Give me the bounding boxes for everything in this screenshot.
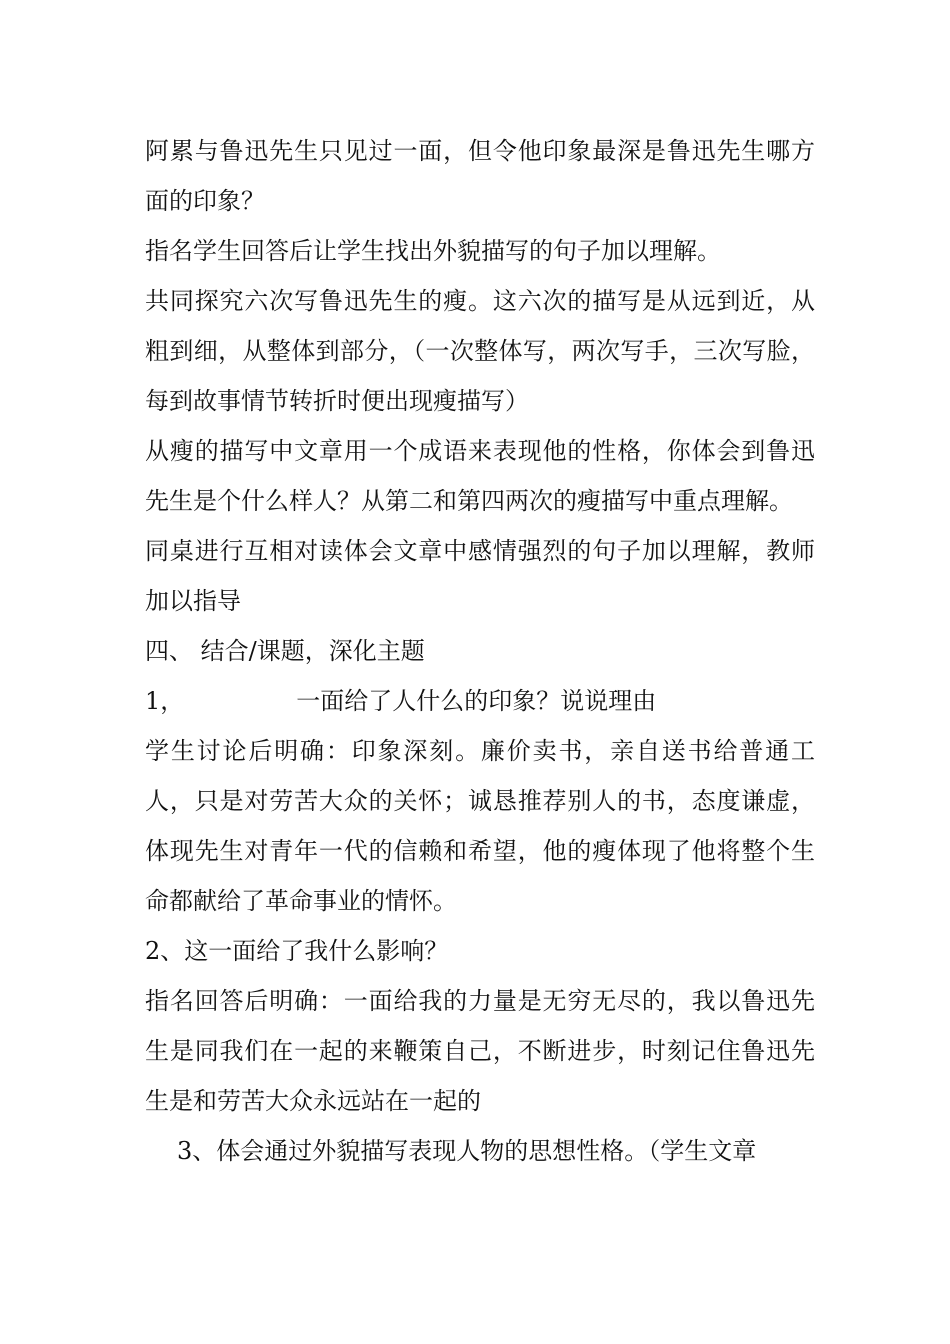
list-item-1-number: 1， — [145, 687, 185, 715]
paragraph-answer-conclusion: 指名回答后明确：一面给我的力量是无穷无尽的，我以鲁迅先生是同我们在一起的来鞭策自己，不断进步，时刻记住鲁迅先生是和劳苦大众永远站在一起的 — [145, 987, 815, 1115]
paragraph-desk-mates-reading: 同桌进行互相对读体会文章中感情强烈的句子加以理解，教师加以指导 — [145, 537, 815, 615]
paragraph-discussion-conclusion: 学生讨论后明确：印象深刻。廉价卖书，亲自送书给普通工人，只是对劳苦大众的关怀；诚恳推荐别人的书，态度谦虚，体现先生对青年一代的信赖和希望，他的瘦体现了他将整个生命都献给了革命事业的情怀。 — [145, 737, 815, 915]
paragraph-question-impression: 阿累与鲁迅先生只见过一面，但令他印象最深是鲁迅先生哪方面的印象？ — [145, 137, 815, 215]
section-heading-four: 四、 结合/课题，深化主题 — [145, 637, 425, 665]
list-item-1 — [145, 676, 815, 726]
paragraph-idiom-character: 从瘦的描写中文章用一个成语来表现他的性格，你体会到鲁迅先生是个什么样人？从第二和第四两次的瘦描写中重点理解。 — [145, 437, 815, 515]
document-body — [145, 126, 815, 1176]
paragraph-six-thin-descriptions: 共同探究六次写鲁迅先生的瘦。这六次的描写是从远到近，从粗到细，从整体到部分，（一次整体写，两次写手，三次写脸，每到故事情节转折时便出现瘦描写） — [145, 287, 815, 415]
list-item-3: 3、体会通过外貌描写表现人物的思想性格。（学生文章 — [177, 1137, 757, 1165]
list-item-1-text: 一面给了人什么的印象？说说理由 — [296, 687, 657, 715]
list-item-2: 2、这一面给了我什么影响？ — [145, 937, 449, 965]
paragraph-find-sentences: 指名学生回答后让学生找出外貌描写的句子加以理解。 — [145, 237, 721, 265]
